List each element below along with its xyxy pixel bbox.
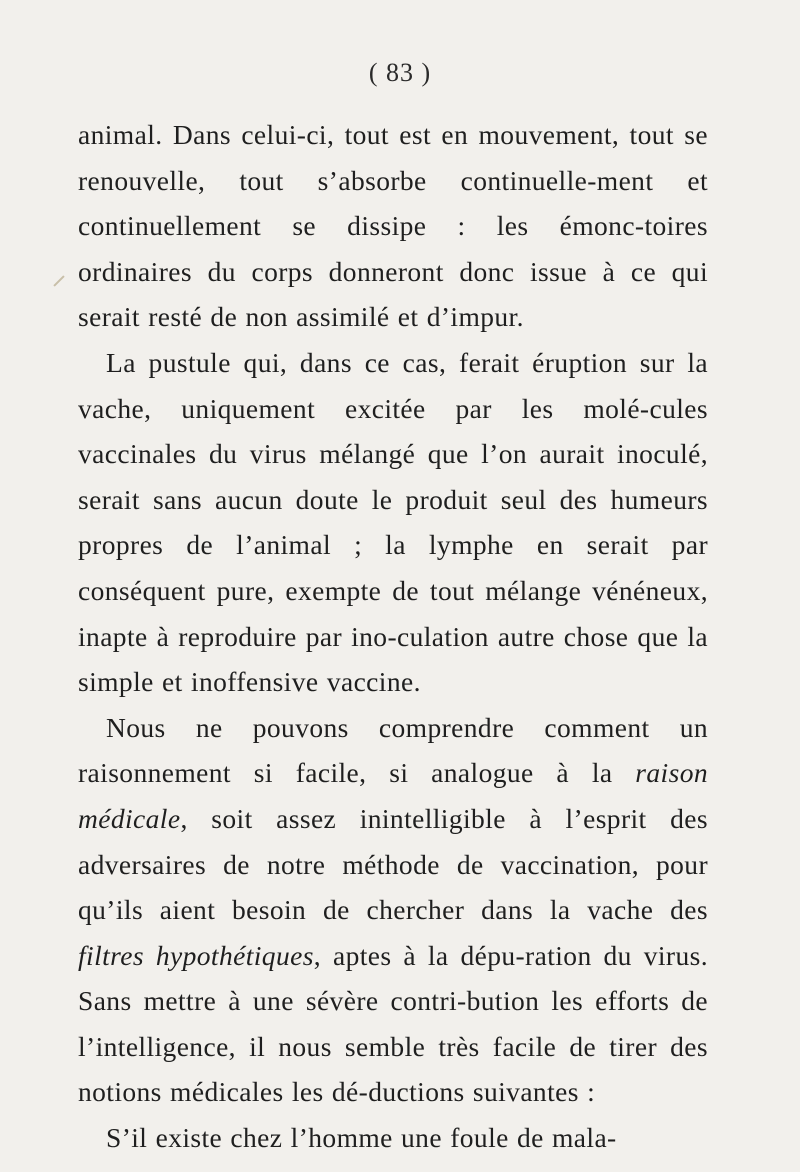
paragraph-1 — [78, 112, 708, 340]
body-text — [78, 112, 708, 1161]
paragraph-3-text-b: , soit assez inintelligible à l’esprit des adversaires de notre méthode de vaccination, pour qu’ils aient besoin de chercher dans la vache des — [78, 802, 708, 926]
paragraph-2-text: La pustule qui, dans ce cas, ferait éruption sur la vache, uniquement excitée par les molé-cules vaccinales du virus mélangé que l’on aurait inoculé, serait sans aucun doute le produit seul des humeurs propres de l’animal ; la lymphe en serait par conséquent pure, exempte de tout mélange vénéneux, inapte à reproduire par ino-culation autre chose que la simple et inoffensive vaccine. — [78, 346, 708, 698]
paragraph-2 — [78, 340, 708, 705]
paragraph-1-text: animal. Dans celui-ci, tout est en mouvement, tout se renouvelle, tout s’absorbe continuelle-ment et continuellement se dissipe : les émonc-toires ordinaires du corps donneront donc issue à ce qui serait resté de non assimilé et d’impur. — [78, 119, 708, 333]
paragraph-4-text: S’il existe chez l’homme une foule de mala- — [106, 1122, 617, 1154]
paragraph-4 — [78, 1115, 708, 1161]
margin-mark — [53, 275, 64, 286]
italic-phrase-raison-medicale: raison médicale — [78, 757, 708, 834]
italic-phrase-filtres-hypothetiques: filtres hypothétiques — [78, 939, 314, 971]
page-number: ( 83 ) — [368, 58, 432, 87]
paragraph-3-text-a: Nous ne pouvons comprendre comment un raisonnement si facile, si analogue à la — [78, 711, 708, 789]
paragraph-3 — [78, 705, 708, 1115]
paragraph-3-text-c: , aptes à la dépu-ration du virus. Sans mettre à une sévère contri-bution les efforts de l’intelligence, il nous semble très facile de tirer des notions médicales les dé-ductions suivantes : — [78, 939, 708, 1108]
